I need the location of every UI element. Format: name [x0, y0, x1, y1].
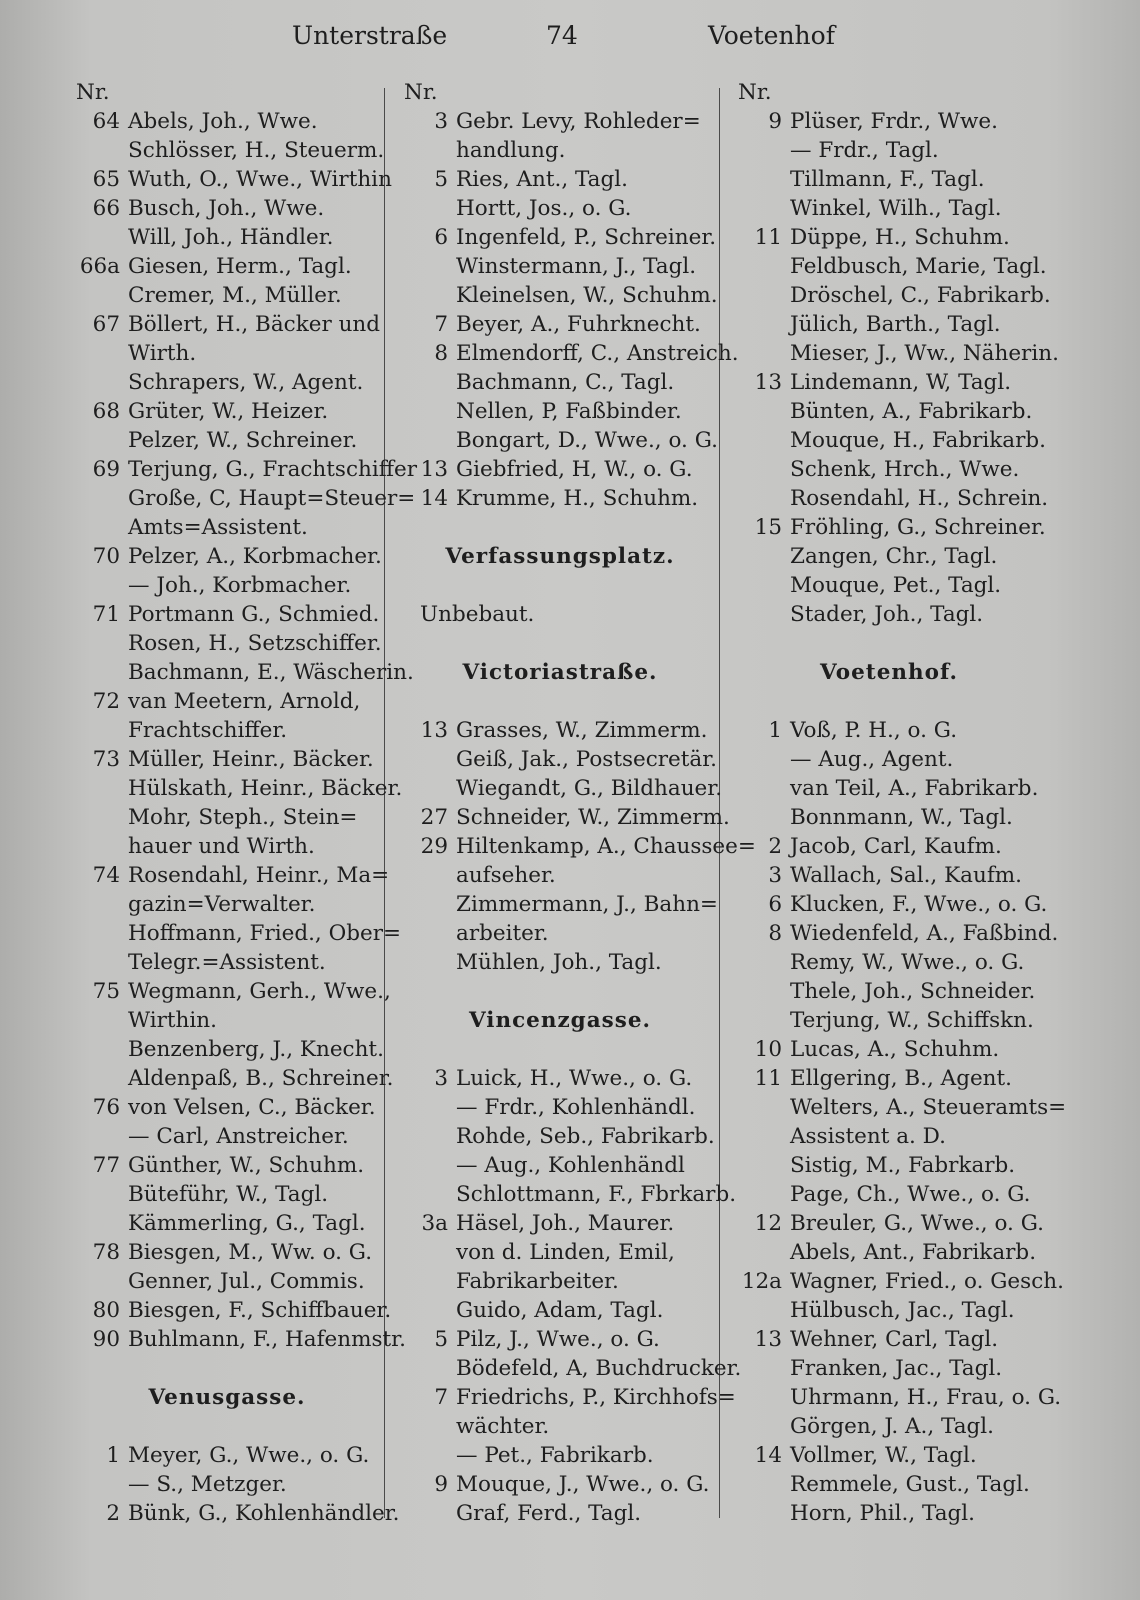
- directory-entry: [400, 1470, 720, 1499]
- directory-entry-continued: arbeiter.: [456, 921, 549, 946]
- resident-text: Häsel, Joh., Maurer.: [456, 1211, 675, 1236]
- directory-entry-continued: Winkel, Wilh., Tagl.: [790, 196, 1002, 221]
- directory-entry-continued: Mouque, Pet., Tagl.: [790, 573, 1002, 598]
- resident-text: Voß, P. H., o. G.: [790, 718, 958, 743]
- resident-text: Vollmer, W., Tagl.: [790, 1443, 977, 1468]
- spacer: [400, 513, 720, 542]
- resident-text: Giebfried, H, W., o. G.: [456, 457, 693, 482]
- directory-entry-continued: Hoffmann, Fried., Ober=: [128, 921, 402, 946]
- resident-text: von Velsen, C., Bäcker.: [128, 1095, 376, 1120]
- resident-text: Portmann G., Schmied.: [128, 602, 380, 627]
- house-number: 13: [754, 1327, 782, 1352]
- directory-entry: [72, 1151, 382, 1180]
- directory-entry: [72, 600, 382, 629]
- directory-entry: [400, 107, 720, 136]
- nr-label: Nr.: [76, 80, 110, 105]
- directory-entry: [734, 832, 1044, 861]
- directory-entry-continued: — Pet., Fabrikarb.: [456, 1443, 654, 1468]
- directory-entry-continued: von d. Linden, Emil,: [456, 1240, 675, 1265]
- directory-entry: [72, 310, 382, 339]
- directory-entry-continued: — S., Metzger.: [128, 1472, 287, 1497]
- directory-entry: [734, 1325, 1044, 1354]
- house-number: 13: [420, 457, 448, 482]
- spacer: [400, 687, 720, 716]
- resident-text: Gebr. Levy, Rohleder=: [456, 109, 701, 134]
- house-number: 9: [434, 1472, 448, 1497]
- resident-text: Müller, Heinr., Bäcker.: [128, 747, 374, 772]
- resident-text: Grasses, W., Zimmerm.: [456, 718, 708, 743]
- resident-text: Biesgen, F., Schiffbauer.: [128, 1298, 392, 1323]
- directory-entry-continued: Stader, Joh., Tagl.: [790, 602, 984, 627]
- directory-entry: [72, 1441, 382, 1470]
- house-number: 8: [434, 341, 448, 366]
- house-number: 71: [92, 602, 120, 627]
- directory-entry: [400, 716, 720, 745]
- number-column-label: [72, 78, 382, 107]
- resident-text: Pilz, J., Wwe., o. G.: [456, 1327, 660, 1352]
- directory-entry: [400, 484, 720, 513]
- house-number: 3: [768, 863, 782, 888]
- house-number: 7: [434, 1385, 448, 1410]
- house-number: 70: [92, 544, 120, 569]
- house-number: 14: [420, 486, 448, 511]
- resident-text: Krumme, H., Schuhm.: [456, 486, 699, 511]
- directory-entry-continued: Terjung, W., Schiffskn.: [790, 1008, 1034, 1033]
- directory-entry: [72, 455, 417, 484]
- directory-entry-continued: Tillmann, F., Tagl.: [790, 167, 985, 192]
- spacer: [400, 1035, 720, 1064]
- directory-entry-continued: Genner, Jul., Commis.: [128, 1269, 365, 1294]
- directory-entry-continued: — Aug., Agent.: [790, 747, 954, 772]
- directory-entry-continued: Fabrikarbeiter.: [456, 1269, 619, 1294]
- directory-entry-continued: Guido, Adam, Tagl.: [456, 1298, 664, 1323]
- resident-text: Breuler, G., Wwe., o. G.: [790, 1211, 1044, 1236]
- resident-text: Wallach, Sal., Kaufm.: [790, 863, 1023, 888]
- house-number: 78: [92, 1240, 120, 1265]
- directory-entry-continued: Hülskath, Heinr., Bäcker.: [128, 776, 403, 801]
- column-2: [400, 78, 756, 1558]
- house-number: 74: [92, 863, 120, 888]
- directory-entry-continued: Aldenpaß, B., Schreiner.: [128, 1066, 394, 1091]
- house-number: 68: [92, 399, 120, 424]
- house-number: 8: [768, 921, 782, 946]
- resident-text: Lindemann, W, Tagl.: [790, 370, 1012, 395]
- directory-entry: [72, 397, 382, 426]
- spacer: [72, 1412, 382, 1441]
- directory-entry: [72, 1499, 400, 1528]
- directory-entry: [72, 107, 382, 136]
- directory-entry: [734, 368, 1044, 397]
- resident-text: Pelzer, A., Korbmacher.: [128, 544, 382, 569]
- house-number: 13: [420, 718, 448, 743]
- directory-entry: [72, 1325, 406, 1354]
- directory-entry: [72, 194, 382, 223]
- directory-entry: [400, 1325, 720, 1354]
- directory-entry: [734, 919, 1059, 948]
- directory-entry: [72, 745, 382, 774]
- directory-entry: [734, 1209, 1044, 1238]
- resident-text: Rosendahl, Heinr., Ma=: [128, 863, 390, 888]
- directory-entry-continued: Schenk, Hrch., Wwe.: [790, 457, 1020, 482]
- resident-text: Lucas, A., Schuhm.: [790, 1037, 1000, 1062]
- street-heading: Victoriastraße.: [462, 660, 658, 685]
- directory-entry-continued: Schrapers, W., Agent.: [128, 370, 364, 395]
- resident-text: Wegmann, Gerh., Wwe.,: [128, 979, 391, 1004]
- resident-text: Böllert, H., Bäcker und: [128, 312, 381, 337]
- house-number: 3: [434, 1066, 448, 1091]
- resident-text: Plüser, Frdr., Wwe.: [790, 109, 998, 134]
- house-number: 29: [420, 834, 448, 859]
- directory-entry-continued: Abels, Ant., Fabrikarb.: [790, 1240, 1037, 1265]
- directory-entry-continued: wächter.: [456, 1414, 550, 1439]
- directory-entry: [734, 716, 1044, 745]
- directory-entry-continued: hauer und Wirth.: [128, 834, 315, 859]
- directory-entry: [400, 1383, 736, 1412]
- house-number: 80: [92, 1298, 120, 1323]
- directory-entry-continued: Will, Joh., Händler.: [128, 225, 334, 250]
- resident-text: Ries, Ant., Tagl.: [456, 167, 628, 192]
- directory-entry-continued: Sistig, M., Fabrkarb.: [790, 1153, 1016, 1178]
- page-header: [0, 16, 1140, 56]
- directory-entry: [734, 107, 1044, 136]
- directory-entry-continued: Assistent a. D.: [790, 1124, 946, 1149]
- resident-text: Terjung, G., Frachtschiffer: [128, 457, 417, 482]
- directory-entry-continued: Feldbusch, Marie, Tagl.: [790, 254, 1047, 279]
- directory-entry-continued: Bonnmann, W., Tagl.: [790, 805, 1013, 830]
- resident-text: Biesgen, M., Ww. o. G.: [128, 1240, 373, 1265]
- house-number: 73: [92, 747, 120, 772]
- resident-text: Friedrichs, P., Kirchhofs=: [456, 1385, 736, 1410]
- header-street-left: Unterstraße: [292, 21, 448, 50]
- directory-entry-continued: Kämmerling, G., Tagl.: [128, 1211, 366, 1236]
- resident-text: Ellgering, B., Agent.: [790, 1066, 1013, 1091]
- resident-text: Klucken, F., Wwe., o. G.: [790, 892, 1048, 917]
- house-number: 11: [754, 1066, 782, 1091]
- directory-entry-continued: Mieser, J., Ww., Näherin.: [790, 341, 1059, 366]
- house-number: 64: [92, 109, 120, 134]
- directory-entry-continued: Schlösser, H., Steuerm.: [128, 138, 385, 163]
- house-number: 66a: [79, 254, 120, 279]
- directory-entry-continued: Remmele, Gust., Tagl.: [790, 1472, 1030, 1497]
- directory-entry: [734, 223, 1044, 252]
- spacer: [400, 977, 720, 1006]
- directory-entry-continued: Bongart, D., Wwe., o. G.: [456, 428, 718, 453]
- resident-text: Hiltenkamp, A., Chaussee=: [456, 834, 756, 859]
- directory-entry: [400, 339, 739, 368]
- directory-entry-continued: Wirth.: [128, 341, 197, 366]
- directory-entry: [400, 1064, 720, 1093]
- spacer: [734, 687, 1044, 716]
- number-column-label: [734, 78, 1044, 107]
- directory-entry-continued: Cremer, M., Müller.: [128, 283, 342, 308]
- street-heading: Vincenzgasse.: [468, 1008, 652, 1033]
- directory-entry: [72, 165, 392, 194]
- directory-entry: [400, 455, 720, 484]
- resident-text: Abels, Joh., Wwe.: [128, 109, 318, 134]
- nr-label: Nr.: [738, 80, 772, 105]
- directory-entry: [734, 1035, 1044, 1064]
- directory-entry-continued: Pelzer, W., Schreiner.: [128, 428, 358, 453]
- house-number: 13: [754, 370, 782, 395]
- directory-entry: [400, 803, 730, 832]
- directory-entry: [72, 687, 382, 716]
- resident-text: Wagner, Fried., o. Gesch.: [790, 1269, 1064, 1294]
- house-number: 90: [92, 1327, 120, 1352]
- directory-entry-continued: Kleinelsen, W., Schuhm.: [456, 283, 718, 308]
- directory-entry-continued: Franken, Jac., Tagl.: [790, 1356, 1003, 1381]
- street-heading: Venusgasse.: [148, 1385, 306, 1410]
- directory-entry-continued: aufseher.: [456, 863, 556, 888]
- house-number: 27: [420, 805, 448, 830]
- directory-entry-continued: Remy, W., Wwe., o. G.: [790, 950, 1025, 975]
- resident-text: Beyer, A., Fuhrknecht.: [456, 312, 701, 337]
- directory-entry-continued: Winstermann, J., Tagl.: [456, 254, 697, 279]
- house-number: 2: [768, 834, 782, 859]
- directory-entry-continued: Horn, Phil., Tagl.: [790, 1501, 976, 1526]
- directory-entry-continued: Wiegandt, G., Bildhauer.: [456, 776, 723, 801]
- directory-entry-continued: Zangen, Chr., Tagl.: [790, 544, 998, 569]
- resident-text: Wiedenfeld, A., Faßbind.: [790, 921, 1059, 946]
- number-column-label: [400, 78, 720, 107]
- directory-entry-continued: Görgen, J. A., Tagl.: [790, 1414, 995, 1439]
- directory-entry-continued: Große, C, Haupt=Steuer=: [128, 486, 416, 511]
- house-number: 15: [754, 515, 782, 540]
- directory-entry-continued: Büteführ, W., Tagl.: [128, 1182, 329, 1207]
- directory-entry-continued: Thele, Joh., Schneider.: [790, 979, 1036, 1004]
- house-number: 6: [434, 225, 448, 250]
- resident-text: Günther, W., Schuhm.: [128, 1153, 365, 1178]
- directory-entry-continued: Wirthin.: [128, 1008, 217, 1033]
- house-number: 10: [754, 1037, 782, 1062]
- spacer: [400, 629, 720, 658]
- street-heading: Voetenhof.: [820, 660, 958, 685]
- header-street-right: Voetenhof: [708, 21, 835, 50]
- directory-entry: [734, 1441, 1044, 1470]
- resident-text: Giesen, Herm., Tagl.: [128, 254, 352, 279]
- resident-text: Meyer, G., Wwe., o. G.: [128, 1443, 370, 1468]
- directory-entry-continued: Mohr, Steph., Stein=: [128, 805, 358, 830]
- directory-entry-continued: Frachtschiffer.: [128, 718, 288, 743]
- directory-entry: [72, 1238, 382, 1267]
- street-note: Unbebaut.: [420, 602, 535, 627]
- directory-entry-continued: Dröschel, C., Fabrikarb.: [790, 283, 1051, 308]
- resident-text: van Meetern, Arnold,: [128, 689, 361, 714]
- house-number: 5: [434, 1327, 448, 1352]
- directory-entry-continued: — Joh., Korbmacher.: [128, 573, 352, 598]
- directory-entry: [72, 861, 390, 890]
- resident-text: Wuth, O., Wwe., Wirthin: [128, 167, 392, 192]
- directory-entry-continued: Zimmermann, J., Bahn=: [456, 892, 718, 917]
- directory-entry: [734, 1064, 1044, 1093]
- directory-entry-continued: Rosendahl, H., Schrein.: [790, 486, 1049, 511]
- directory-entry-continued: handlung.: [456, 138, 566, 163]
- directory-entry-continued: Bachmann, C., Tagl.: [456, 370, 675, 395]
- directory-entry: [400, 310, 720, 339]
- directory-entry-continued: Benzenberg, J., Knecht.: [128, 1037, 384, 1062]
- directory-entry-continued: Uhrmann, H., Frau, o. G.: [790, 1385, 1062, 1410]
- directory-entry: [72, 977, 391, 1006]
- column-3: [734, 78, 1067, 1558]
- directory-entry: [72, 252, 382, 281]
- house-number: 72: [92, 689, 120, 714]
- resident-text: Busch, Joh., Wwe.: [128, 196, 325, 221]
- directory-entry: [734, 861, 1044, 890]
- directory-entry-continued: gazin=Verwalter.: [128, 892, 316, 917]
- directory-entry-continued: Mouque, H., Fabrikarb.: [790, 428, 1046, 453]
- page-number: 74: [546, 21, 578, 50]
- column-1: [72, 78, 417, 1558]
- resident-text: Mouque, J., Wwe., o. G.: [456, 1472, 710, 1497]
- directory-entry-continued: Bachmann, E., Wäscherin.: [128, 660, 414, 685]
- directory-entry-continued: Graf, Ferd., Tagl.: [456, 1501, 642, 1526]
- directory-entry-continued: Mühlen, Joh., Tagl.: [456, 950, 662, 975]
- directory-entry-continued: Hortt, Jos., o. G.: [456, 196, 632, 221]
- spacer: [400, 571, 720, 600]
- house-number: 77: [92, 1153, 120, 1178]
- directory-entry: [400, 165, 720, 194]
- directory-entry: [72, 1296, 392, 1325]
- spacer: [734, 629, 1044, 658]
- resident-text: Schneider, W., Zimmerm.: [456, 805, 730, 830]
- house-number: 1: [768, 718, 782, 743]
- directory-entry-continued: — Frdr., Tagl.: [790, 138, 939, 163]
- house-number: 69: [92, 457, 120, 482]
- house-number: 2: [106, 1501, 120, 1526]
- house-number: 12a: [741, 1269, 782, 1294]
- resident-text: Jacob, Carl, Kaufm.: [790, 834, 1002, 859]
- resident-text: Grüter, W., Heizer.: [128, 399, 329, 424]
- directory-entry: [734, 513, 1044, 542]
- directory-entry: [400, 832, 756, 861]
- directory-entry-continued: Hülbusch, Jac., Tagl.: [790, 1298, 1015, 1323]
- street-heading: Verfassungsplatz.: [445, 544, 675, 569]
- directory-entry-continued: Rosen, H., Setzschiffer.: [128, 631, 382, 656]
- directory-entry-continued: Bünten, A., Fabrikarb.: [790, 399, 1033, 424]
- directory-entry-continued: — Carl, Anstreicher.: [128, 1124, 349, 1149]
- house-number: 67: [92, 312, 120, 337]
- directory-entry-continued: Rohde, Seb., Fabrikarb.: [456, 1124, 715, 1149]
- directory-entry: [400, 223, 720, 252]
- house-number: 1: [106, 1443, 120, 1468]
- spacer: [72, 1354, 382, 1383]
- directory-entry-continued: — Frdr., Kohlenhändl.: [456, 1095, 696, 1120]
- resident-text: Ingenfeld, P., Schreiner.: [456, 225, 717, 250]
- house-number: 12: [754, 1211, 782, 1236]
- house-number: 14: [754, 1443, 782, 1468]
- house-number: 11: [754, 225, 782, 250]
- house-number: 5: [434, 167, 448, 192]
- directory-entry-continued: Telegr.=Assistent.: [128, 950, 326, 975]
- house-number: 76: [92, 1095, 120, 1120]
- directory-entry-continued: — Aug., Kohlenhändl: [456, 1153, 685, 1178]
- resident-text: Elmendorff, C., Anstreich.: [456, 341, 739, 366]
- directory-entry: [400, 1209, 720, 1238]
- resident-text: Fröhling, G., Schreiner.: [790, 515, 1046, 540]
- nr-label: Nr.: [404, 80, 438, 105]
- house-number: 3a: [421, 1211, 448, 1236]
- house-number: 3: [434, 109, 448, 134]
- resident-text: Düppe, H., Schuhm.: [790, 225, 1010, 250]
- directory-entry-continued: Schlottmann, F., Fbrkarb.: [456, 1182, 737, 1207]
- directory-entry: [734, 1267, 1064, 1296]
- directory-entry-continued: Nellen, P, Faßbinder.: [456, 399, 682, 424]
- house-number: 65: [92, 167, 120, 192]
- directory-entry-continued: Bödefeld, A, Buchdrucker.: [456, 1356, 742, 1381]
- house-number: 75: [92, 979, 120, 1004]
- resident-text: Bünk, G., Kohlenhändler.: [128, 1501, 400, 1526]
- directory-entry-continued: Geiß, Jak., Postsecretär.: [456, 747, 717, 772]
- house-number: 6: [768, 892, 782, 917]
- directory-entry: [72, 542, 382, 571]
- directory-entry: [734, 890, 1048, 919]
- resident-text: Luick, H., Wwe., o. G.: [456, 1066, 693, 1091]
- directory-entry-continued: Welters, A., Steueramts=: [790, 1095, 1067, 1120]
- directory-entry-continued: Jülich, Barth., Tagl.: [790, 312, 1001, 337]
- directory-entry-continued: Amts=Assistent.: [128, 515, 308, 540]
- resident-text: Buhlmann, F., Hafenmstr.: [128, 1327, 406, 1352]
- directory-entry-continued: van Teil, A., Fabrikarb.: [790, 776, 1039, 801]
- house-number: 66: [92, 196, 120, 221]
- directory-entry: [72, 1093, 382, 1122]
- house-number: 7: [434, 312, 448, 337]
- house-number: 9: [768, 109, 782, 134]
- resident-text: Wehner, Carl, Tagl.: [790, 1327, 999, 1352]
- directory-entry-continued: Page, Ch., Wwe., o. G.: [790, 1182, 1031, 1207]
